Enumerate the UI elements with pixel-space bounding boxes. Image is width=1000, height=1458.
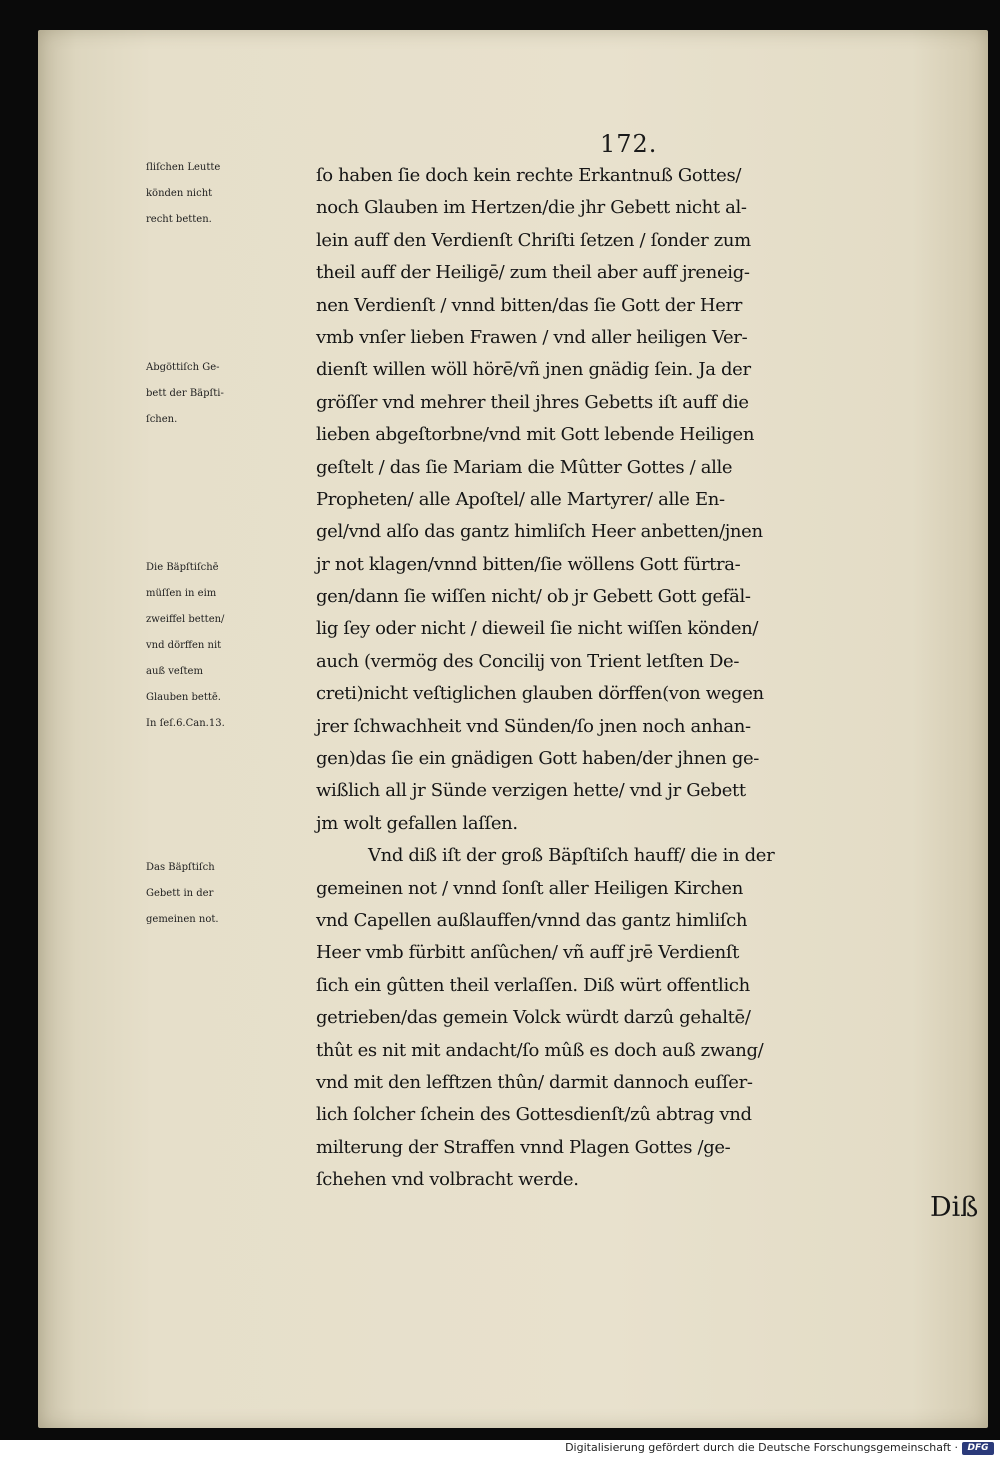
text-line: geſtelt / das ſie Mariam die Mûtter Gottes / alle — [316, 456, 733, 478]
text-line: lieben abgeſtorbne/vnd mit Gott lebende Heiligen — [316, 424, 755, 446]
text-line: jm wolt gefallen laſſen. — [316, 812, 518, 834]
catchword: Diß — [930, 1192, 979, 1223]
marginal-note-line: In ſeſ.6.Can.13. — [146, 718, 225, 729]
marginal-note-line: bett der Bäpſti- — [146, 388, 224, 399]
text-line: noch Glauben im Hertzen/die jhr Gebett nicht al- — [316, 197, 747, 219]
marginal-note — [146, 555, 316, 737]
text-line: jrer ſchwachheit vnd Sünden/ſo jnen noch anhan- — [316, 715, 751, 737]
text-line: gel/vnd alſo das gantz himliſch Heer anbetten/jnen — [316, 521, 763, 543]
text-line: jr not klagen/vnnd bitten/ſie wöllens Gott fürtra- — [316, 553, 741, 575]
marginal-note — [146, 855, 316, 933]
marginal-note-line: könden nicht — [146, 188, 213, 199]
marginal-note-line: ſchen. — [146, 414, 178, 425]
text-line: ſo haben ſie doch kein rechte Erkantnuß Gottes/ — [316, 165, 742, 186]
text-line: theil auff der Heiligē/ zum theil aber auff jreneig- — [316, 262, 750, 284]
text-line: auch (vermög des Concilij von Trient letſten De- — [316, 650, 740, 672]
marginal-note-line: Gebett in der — [146, 888, 214, 899]
text-line: vnd Capellen außlauffen/vnnd das gantz himliſch — [316, 909, 748, 931]
text-line: ſchehen vnd volbracht werde. — [316, 1169, 579, 1191]
text-line: gemeinen not / vnnd ſonſt aller Heiligen Kirchen — [316, 877, 743, 899]
dfg-logo-icon: DFG — [962, 1442, 994, 1455]
footer-credit: Digitalisierung gefördert durch die Deutsche Forschungsgemeinschaft · — [565, 1441, 958, 1454]
marginal-note-line: Das Bäpſtiſch — [146, 862, 215, 873]
text-line: milterung der Straffen vnnd Plagen Gottes /ge- — [316, 1136, 731, 1158]
text-line: thût es nit mit andacht/ſo mûß es doch auß zwang/ — [316, 1039, 764, 1061]
marginal-note-line: Glauben bettē. — [146, 692, 221, 703]
marginal-note — [146, 155, 316, 233]
marginal-note-line: vnd dörffen nit — [146, 640, 222, 651]
marginal-note — [146, 355, 316, 433]
marginal-note-line: müſſen in eim — [146, 588, 217, 599]
text-line: vnd mit den lefftzen thûn/ darmit dannoch euſſer- — [316, 1071, 753, 1093]
marginal-note-line: recht betten. — [146, 214, 212, 225]
page-number: 172. — [600, 130, 658, 158]
marginal-note-line: zweiffel betten/ — [146, 614, 225, 625]
text-line: Heer vmb fürbitt anſûchen/ vñ auff jrē Verdienſt — [316, 942, 740, 964]
text-line: getrieben/das gemein Volck würdt darzû gehaltē/ — [316, 1007, 751, 1029]
text-line: nen Verdienſt / vnnd bitten/das ſie Gott der Herr — [316, 294, 743, 316]
text-line: lich ſolcher ſchein des Gottesdienſt/zû abtrag vnd — [316, 1104, 752, 1126]
text-line: lein auff den Verdienſt Chriſti ſetzen / ſonder zum — [316, 229, 751, 251]
text-line: gen/dann ſie wiſſen nicht/ ob jr Gebett Gott gefäl- — [316, 586, 751, 608]
text-line: gröſſer vnd mehrer theil jhres Gebetts iſt auff die — [316, 391, 749, 413]
text-line: lig ſey oder nicht / dieweil ſie nicht wiſſen könden/ — [316, 618, 759, 640]
marginal-note-line: Abgöttiſch Ge- — [146, 362, 220, 373]
text-line: Propheten/ alle Apoſtel/ alle Martyrer/ alle En- — [316, 488, 725, 510]
text-line: vmb vnſer lieben Frawen / vnd aller heiligen Ver- — [316, 326, 748, 348]
text-line: wißlich all jr Sünde verzigen hette/ vnd jr Gebett — [316, 780, 746, 802]
text-line: ſich ein gûtten theil verlaſſen. Diß würt offentlich — [316, 974, 750, 996]
main-text-block — [316, 160, 976, 1197]
marginal-note-line: ſliſchen Leutte — [146, 162, 221, 173]
text-line: gen)das ſie ein gnädigen Gott haben/der jhnen ge- — [316, 748, 760, 770]
marginal-note-line: auß veſtem — [146, 666, 203, 677]
text-line: Vnd diß iſt der groß Bäpſtiſch hauff/ die in der — [368, 845, 775, 867]
text-line: creti)nicht veſtiglichen glauben dörffen(von wegen — [316, 683, 764, 705]
text-line: dienſt willen wöll hörē/vñ jnen gnädig ſein. Ja der — [316, 359, 751, 381]
marginal-note-line: gemeinen not. — [146, 914, 219, 925]
marginal-note-line: Die Bäpſtiſchē — [146, 562, 219, 573]
